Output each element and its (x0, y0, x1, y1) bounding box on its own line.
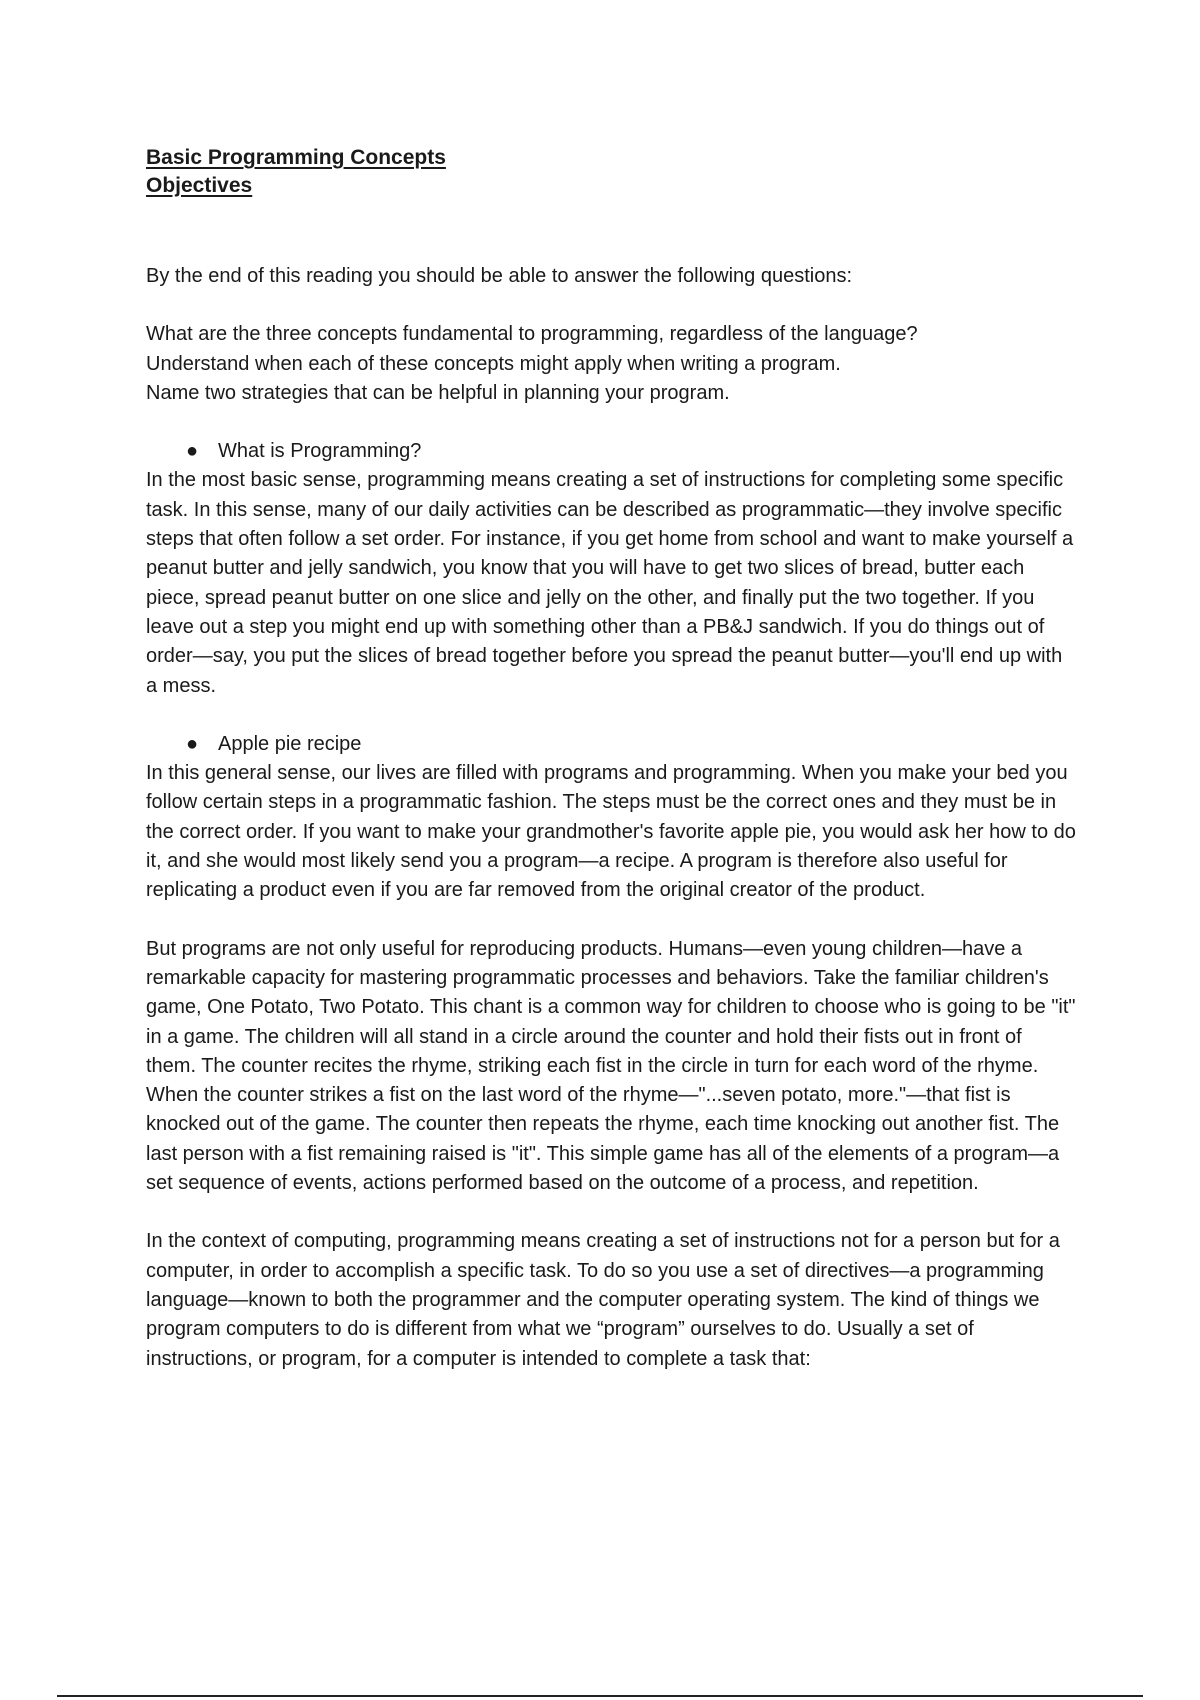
objectives-heading: Objectives (146, 174, 253, 197)
question-item: Name two strategies that can be helpful in planning your program. (146, 381, 730, 404)
question-item: What are the three concepts fundamental to programming, regardless of the language? (146, 323, 918, 346)
question-item: Understand when each of these concepts might apply when writing a program. (146, 352, 841, 375)
intro-paragraph: By the end of this reading you should be able to answer the following questions: (146, 265, 853, 287)
bullet-label: What is Programming? (218, 440, 422, 463)
body-paragraph: In this general sense, our lives are filled with programs and programming. When you make your bed you follow certain steps in a programmatic fashion. The steps must be the correct ones and they must be in the correct order. If you want to make your grandmother's favorite apple pie, you would ask her how to do it, and she would most likely send you a program—a recipe. A program is therefore also useful for replicating a product even if you are far removed from the original creator of the product. (146, 762, 1076, 902)
bullet-apple-pie-recipe (146, 730, 1076, 759)
page-bottom-divider (57, 1695, 1143, 1697)
bullet-what-is-programming (146, 437, 1076, 466)
bullet-dot-icon: ● (186, 732, 199, 755)
bullet-label: Apple pie recipe (218, 732, 362, 755)
document-page (146, 144, 1076, 1374)
document-title: Basic Programming Concepts (146, 146, 446, 169)
body-paragraph: In the context of computing, programming means creating a set of instructions not for a person but for a computer, in order to accomplish a specific task. To do so you use a set of directives—a programming language—known to both the programmer and the computer operating system. The kind of things we program computers to do is different from what we “program” ourselves to do. Usually a set of instructions, or program, for a computer is intended to complete a task that: (146, 1230, 1060, 1370)
body-paragraph: In the most basic sense, programming means creating a set of instructions for completing some specific task. In this sense, many of our daily activities can be described as programmatic—they involve specific steps that often follow a set order. For instance, if you get home from school and want to make yourself a peanut butter and jelly sandwich, you know that you will have to get two slices of bread, butter each piece, spread peanut butter on one slice and jelly on the other, and finally put the two together. If you leave out a step you might end up with something other than a PB&J sandwich. If you do things out of order—say, you put the slices of bread together before you spread the peanut butter—you'll end up with a mess. (146, 469, 1074, 697)
questions-list (146, 320, 1076, 408)
bullet-dot-icon: ● (186, 440, 199, 463)
body-paragraph: But programs are not only useful for reproducing products. Humans—even young children—have a remarkable capacity for mastering programmatic processes and behaviors. Take the familiar children's game, One Potato, Two Potato. This chant is a common way for children to choose who is going to be "it" in a game. The children will all stand in a circle around the counter and hold their fists out in front of them. The counter recites the rhyme, striking each fist in the circle in turn for each word of the rhyme. When the counter strikes a fist on the last word of the rhyme—"...seven potato, more."—that fist is knocked out of the game. The counter then repeats the rhyme, each time knocking out another fist. The last person with a fist remaining raised is "it". This simple game has all of the elements of a program—a set sequence of events, actions performed based on the outcome of a process, and repetition. (146, 937, 1076, 1195)
